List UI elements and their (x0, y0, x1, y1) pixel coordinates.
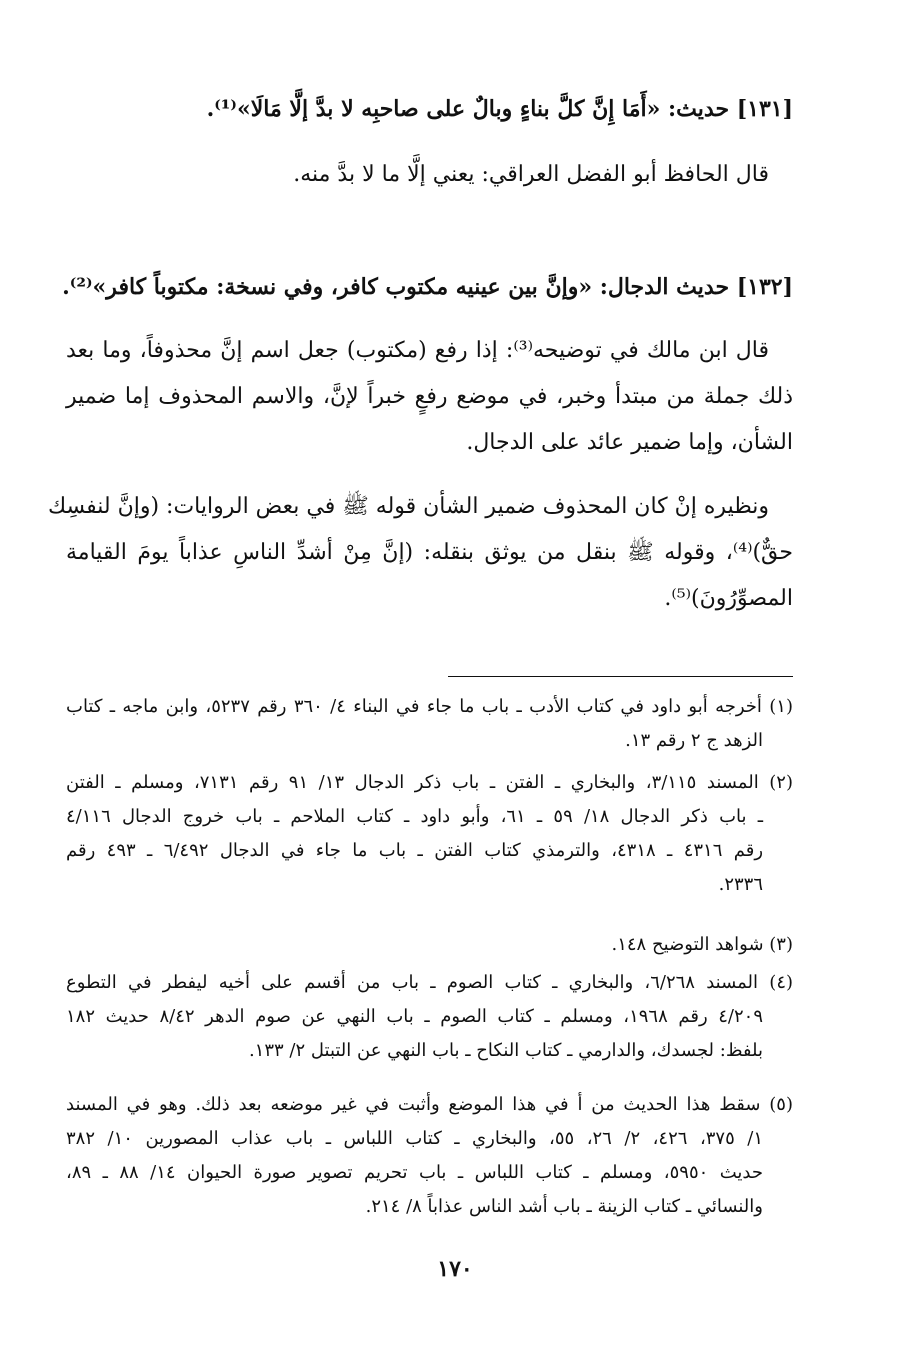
footnote-line: (١) أخرجه أبو داود في كتاب الأدب ـ باب ما جاء في البناء ٤/ ٣٦٠ رقم ٥٢٣٧، وابن ماجه ـ كتاب (66, 696, 793, 717)
paragraph-line: المصوِّرُونَ)⁽⁵⁾. (664, 586, 793, 611)
hadith-heading-131 (66, 92, 793, 126)
footnote-line: حديث ٥٩٥٠، ومسلم ـ كتاب اللباس ـ باب تحريم تصوير صورة الحيوان ١٤/ ٨٨ ـ ٨٩، (66, 1162, 764, 1183)
footnote-5 (66, 1088, 793, 1224)
footnote-line: (٤) المسند ٦/٢٦٨، والبخاري ـ كتاب الصوم ـ باب من أقسم على أخيه ليفطر في التطوع (66, 972, 794, 993)
paragraph-line: ذلك جملة من مبتدأ وخبر، في موضع رفعٍ خبراً لإنَّ، والاسم المحذوف إما ضمير (66, 384, 793, 409)
footnote-line: (٢) المسند ٣/١١٥، والبخاري ـ الفتن ـ باب ذكر الدجال ١٣/ ٩١ رقم ٧١٣١، ومسلم ـ الفتن (66, 772, 793, 793)
footnote-line: ٢٣٣٦. (718, 874, 763, 895)
paragraph-line: قال ابن مالك في توضيحه⁽³⁾: إذا رفع (مكتوب) جعل اسم إنَّ محذوفاً، وما بعد (66, 338, 769, 363)
footnote-line: (٥) سقط هذا الحديث من أ في هذا الموضع وأثبت في غير موضعه بعد ذلك. وهو في المسند (66, 1094, 793, 1115)
footnote-line: بلفظ: لجسدك، والدارمي ـ كتاب النكاح ـ باب النهي عن التبتل ٢/ ١٣٣. (248, 1040, 763, 1061)
commentary-132-paragraph-2 (47, 484, 793, 622)
page-number: ١٧٠ (437, 1256, 473, 1282)
footnote-line: ـ باب ذكر الدجال ١٨/ ٥٩ ـ ٦١، وأبو داود ـ كتاب الملاحم ـ باب خروج الدجال ٤/١١٦ (66, 806, 763, 827)
footnote-line: ٤/٢٠٩ رقم ١٩٦٨، ومسلم ـ كتاب الصوم ـ باب النهي عن صوم الدهر ٨/٤٢ حديث ١٨٢ (66, 1006, 764, 1027)
footnote-4 (66, 966, 793, 1068)
commentary-132-paragraph-1 (66, 328, 793, 466)
footnote-line: رقم ٤٣١٦ ـ ٤٣١٨، والترمذي كتاب الفتن ـ باب ما جاء في الدجال ٦/٤٩٢ ـ ٤٩٣ رقم (66, 840, 764, 861)
footnote-3 (66, 928, 793, 962)
footnote-2 (66, 766, 793, 902)
paragraph-line: الشأن، وإما ضمير عائد على الدجال. (466, 430, 793, 455)
heading-text: [١٣٢] حديث الدجال: «وإنَّ بين عينيه مكتوب كافر، وفي نسخة: مكتوباً كافر»⁽²⁾. (62, 274, 793, 300)
footnote-line: ١/ ٣٧٥، ٤٢٦، ٢/ ٢٦، ٥٥، والبخاري ـ كتاب اللباس ـ باب عذاب المصورين ١٠/ ٣٨٢ (66, 1128, 764, 1149)
footnote-1 (66, 690, 793, 758)
footnote-line: الزهد ج ٢ رقم ١٣. (625, 730, 763, 751)
paragraph-line: ونظيره إنْ كان المحذوف ضمير الشأن قوله ﷺ في بعض الروايات: (وإنَّ لنفسِك (47, 494, 769, 519)
footnote-separator (448, 676, 793, 677)
heading-text: [١٣١] حديث: «أَمَا إِنَّ كلَّ بناءٍ وبالٌ على صاحبِه لا بدَّ إلَّا مَالَا»⁽¹⁾. (206, 96, 793, 122)
hadith-heading-132 (62, 270, 793, 304)
footnote-line: (٣) شواهد التوضيح ١٤٨. (611, 934, 793, 955)
paragraph-line: قال الحافظ أبو الفضل العراقي: يعني إلَّا ما لا بدَّ منه. (293, 162, 769, 187)
commentary-131 (66, 152, 793, 198)
paragraph-line: حقٌّ)⁽⁴⁾، وقوله ﷺ بنقل من يوثق بنقله: (إنَّ مِنْ أشدِّ الناسِ عذاباً يومَ القيامة (66, 540, 793, 565)
footnote-line: والنسائي ـ كتاب الزينة ـ باب أشد الناس عذاباً ٨/ ٢١٤. (365, 1196, 763, 1217)
